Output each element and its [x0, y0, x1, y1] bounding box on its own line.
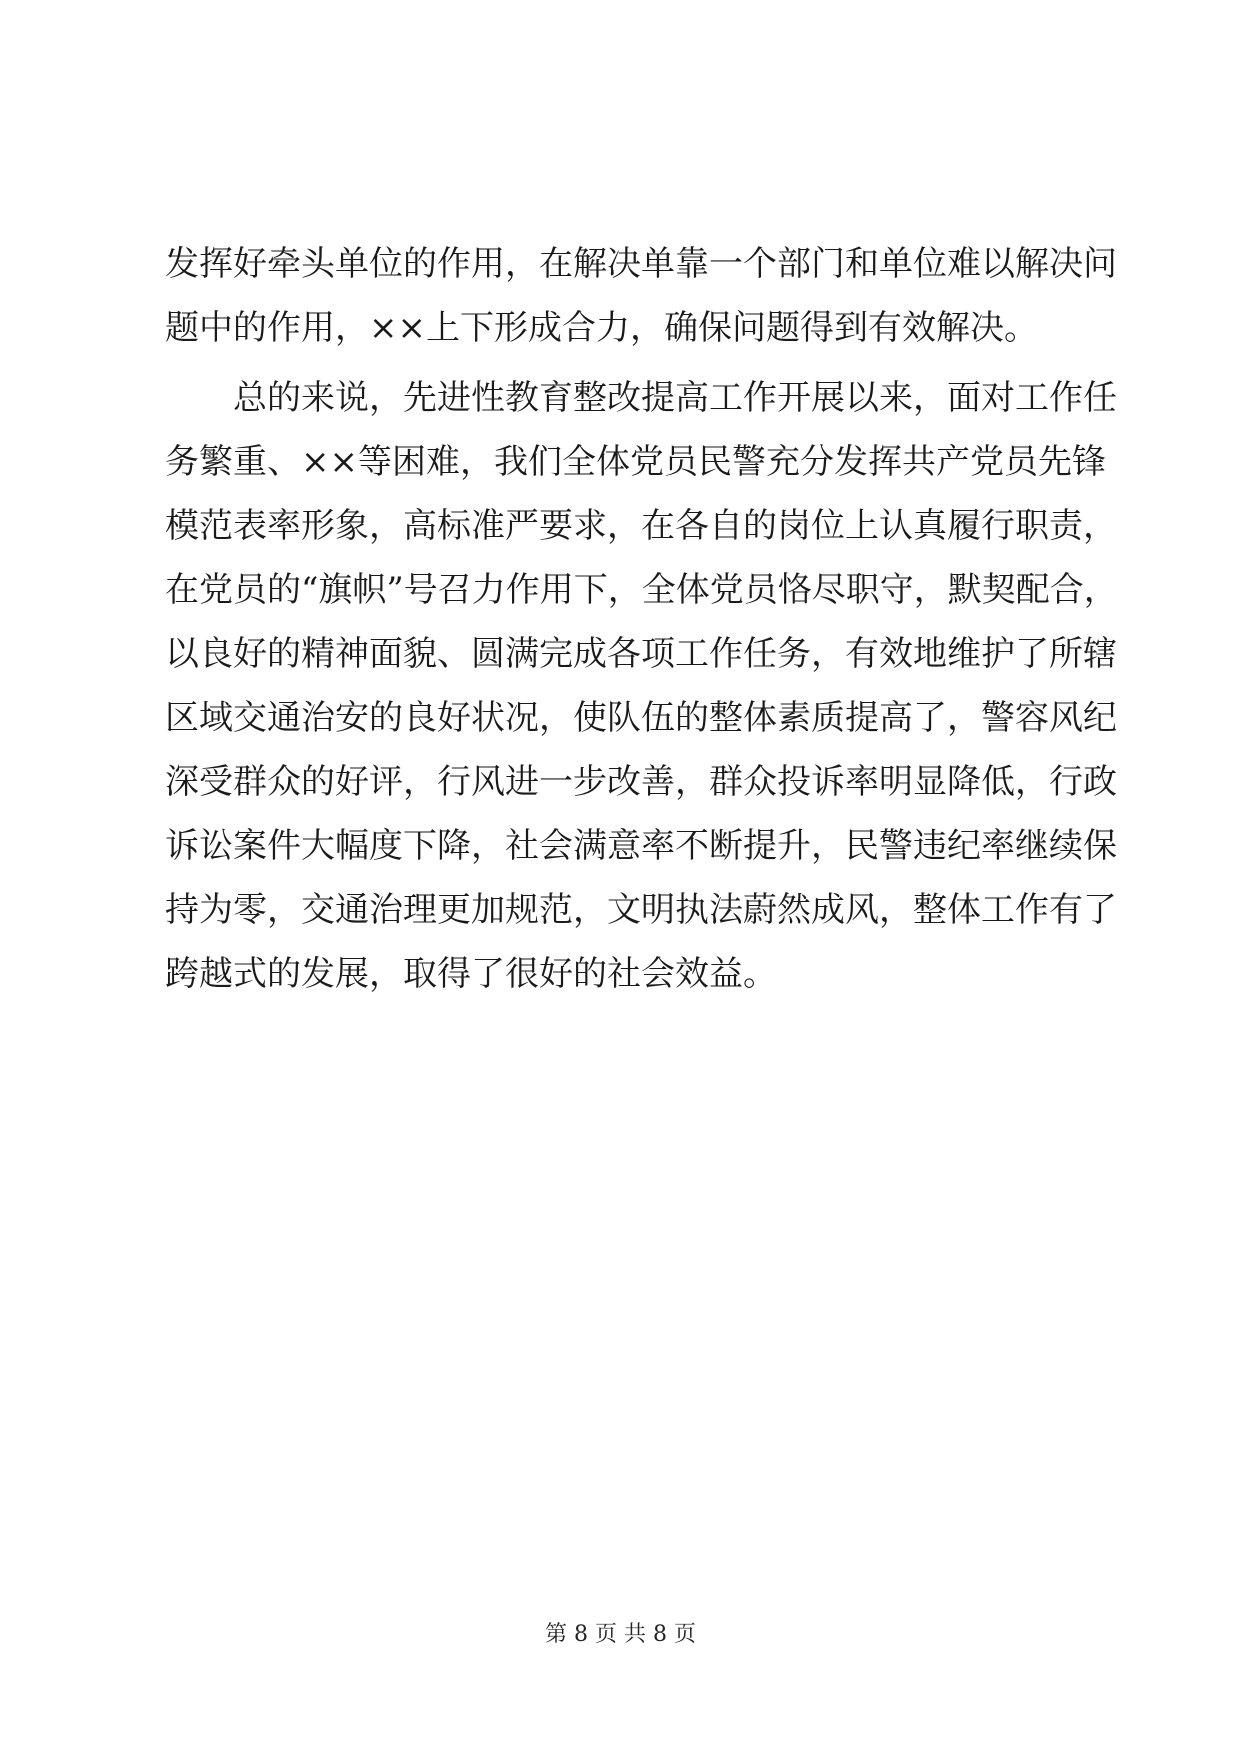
- text-line: 持为零，交通治理更加规范，文明执法蔚然成风，整体工作有了: [165, 890, 1117, 930]
- text-line: 跨越式的发展，取得了很好的社会效益。: [165, 954, 777, 994]
- text-line: 务繁重、××等困难，我们全体党员民警充分发挥共产党员先锋: [165, 442, 1106, 482]
- text-line: 诉讼案件大幅度下降，社会满意率不断提升，民警违纪率继续保: [165, 826, 1117, 866]
- text-line: 题中的作用，××上下形成合力，确保问题得到有效解决。: [165, 308, 1038, 348]
- text-line: 区域交通治安的良好状况，使队伍的整体素质提高了，警容风纪: [165, 698, 1117, 738]
- text-line: 总的来说，先进性教育整改提高工作开展以来，面对工作任: [233, 378, 1117, 418]
- paragraph: [165, 366, 1118, 1006]
- text-line: 深受群众的好评，行风进一步改善，群众投诉率明显降低，行政: [165, 762, 1117, 802]
- text-line: 模范表率形象，高标准严要求，在各自的岗位上认真履行职责，: [165, 506, 1117, 546]
- document-body: [165, 232, 1118, 1006]
- page-number-footer: 第 8 页 共 8 页: [545, 1622, 696, 1647]
- text-line: 以良好的精神面貌、圆满完成各项工作任务，有效地维护了所辖: [165, 634, 1117, 674]
- paragraph: [165, 232, 1117, 360]
- text-line: 在党员的“旗帜”号召力作用下，全体党员恪尽职守，默契配合，: [165, 570, 1118, 610]
- text-line: 发挥好牵头单位的作用，在解决单靠一个部门和单位难以解决问: [165, 244, 1117, 284]
